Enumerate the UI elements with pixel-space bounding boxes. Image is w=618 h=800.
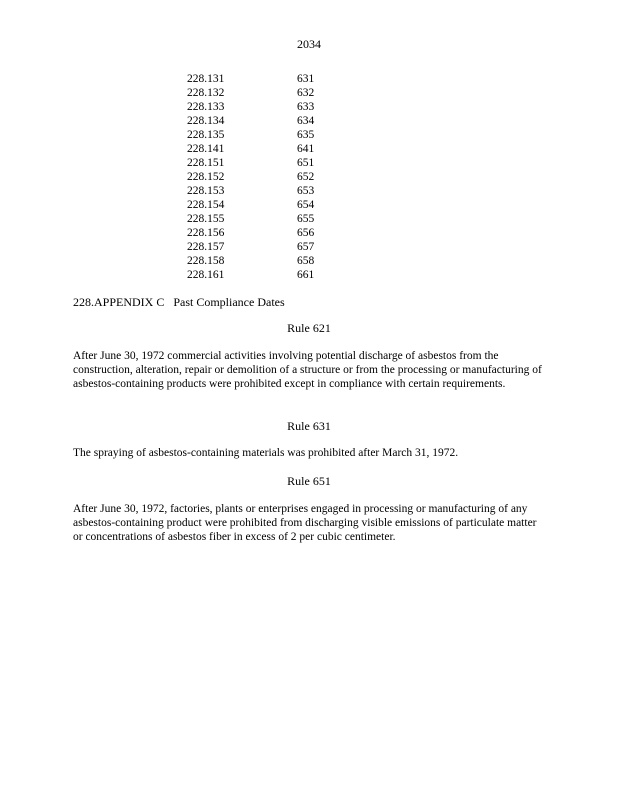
table-row <box>187 86 387 100</box>
old-section-number: 228.157 <box>187 241 225 253</box>
old-section-number: 228.135 <box>187 129 225 141</box>
table-row <box>187 268 387 282</box>
old-section-number: 228.153 <box>187 185 225 197</box>
table-row <box>187 170 387 184</box>
table-row <box>187 226 387 240</box>
appendix-title: Past Compliance Dates <box>173 295 285 309</box>
new-rule-number: 656 <box>297 227 315 239</box>
new-rule-number: 651 <box>297 157 315 169</box>
old-section-number: 228.141 <box>187 143 225 155</box>
old-section-number: 228.156 <box>187 227 225 239</box>
new-rule-number: 657 <box>297 241 315 253</box>
page-number: 2034 <box>297 37 321 51</box>
table-row <box>187 240 387 254</box>
old-section-number: 228.132 <box>187 87 225 99</box>
new-rule-number: 635 <box>297 129 315 141</box>
new-rule-number: 652 <box>297 171 315 183</box>
rule-title: Rule 651 <box>287 474 331 488</box>
rule-title: Rule 631 <box>287 419 331 433</box>
table-row <box>187 184 387 198</box>
old-section-number: 228.134 <box>187 115 225 127</box>
old-section-number: 228.152 <box>187 171 225 183</box>
appendix-heading <box>73 295 285 309</box>
table-row <box>187 72 387 86</box>
table-row <box>187 142 387 156</box>
new-rule-number: 661 <box>297 269 315 281</box>
old-section-number: 228.158 <box>187 255 225 267</box>
new-rule-number: 634 <box>297 115 315 127</box>
new-rule-number: 632 <box>297 87 315 99</box>
new-rule-number: 655 <box>297 213 315 225</box>
appendix-number: 228.APPENDIX C <box>73 295 165 309</box>
old-section-number: 228.151 <box>187 157 225 169</box>
rule-paragraph: The spraying of asbestos-containing materials was prohibited after March 31, 1972. <box>73 447 459 459</box>
old-section-number: 228.161 <box>187 269 225 281</box>
table-row <box>187 156 387 170</box>
rule-paragraph: After June 30, 1972, factories, plants or enterprises engaged in processing or manufacturing of any asbestos-containing product were prohibited from discharging visible emissions of particulate matter or concentrations of asbestos fiber in excess of 2 per cubic centimeter. <box>73 503 537 544</box>
new-rule-number: 641 <box>297 143 315 155</box>
old-section-number: 228.133 <box>187 101 225 113</box>
new-rule-number: 633 <box>297 101 315 113</box>
new-rule-number: 631 <box>297 73 315 85</box>
rule-title: Rule 621 <box>287 321 331 335</box>
table-row <box>187 100 387 114</box>
table-row <box>187 212 387 226</box>
table-row <box>187 114 387 128</box>
new-rule-number: 653 <box>297 185 315 197</box>
table-row <box>187 128 387 142</box>
table-row <box>187 254 387 268</box>
old-section-number: 228.155 <box>187 213 225 225</box>
rule-paragraph: After June 30, 1972 commercial activities involving potential discharge of asbestos from the construction, alteration, repair or demolition of a structure or from the processing or manufacturing of asbestos-containing products were prohibited except in compliance with certain requirements. <box>73 350 542 391</box>
new-rule-number: 654 <box>297 199 315 211</box>
cross-reference-table <box>187 72 387 282</box>
new-rule-number: 658 <box>297 255 315 267</box>
table-row <box>187 198 387 212</box>
old-section-number: 228.154 <box>187 199 225 211</box>
old-section-number: 228.131 <box>187 73 225 85</box>
